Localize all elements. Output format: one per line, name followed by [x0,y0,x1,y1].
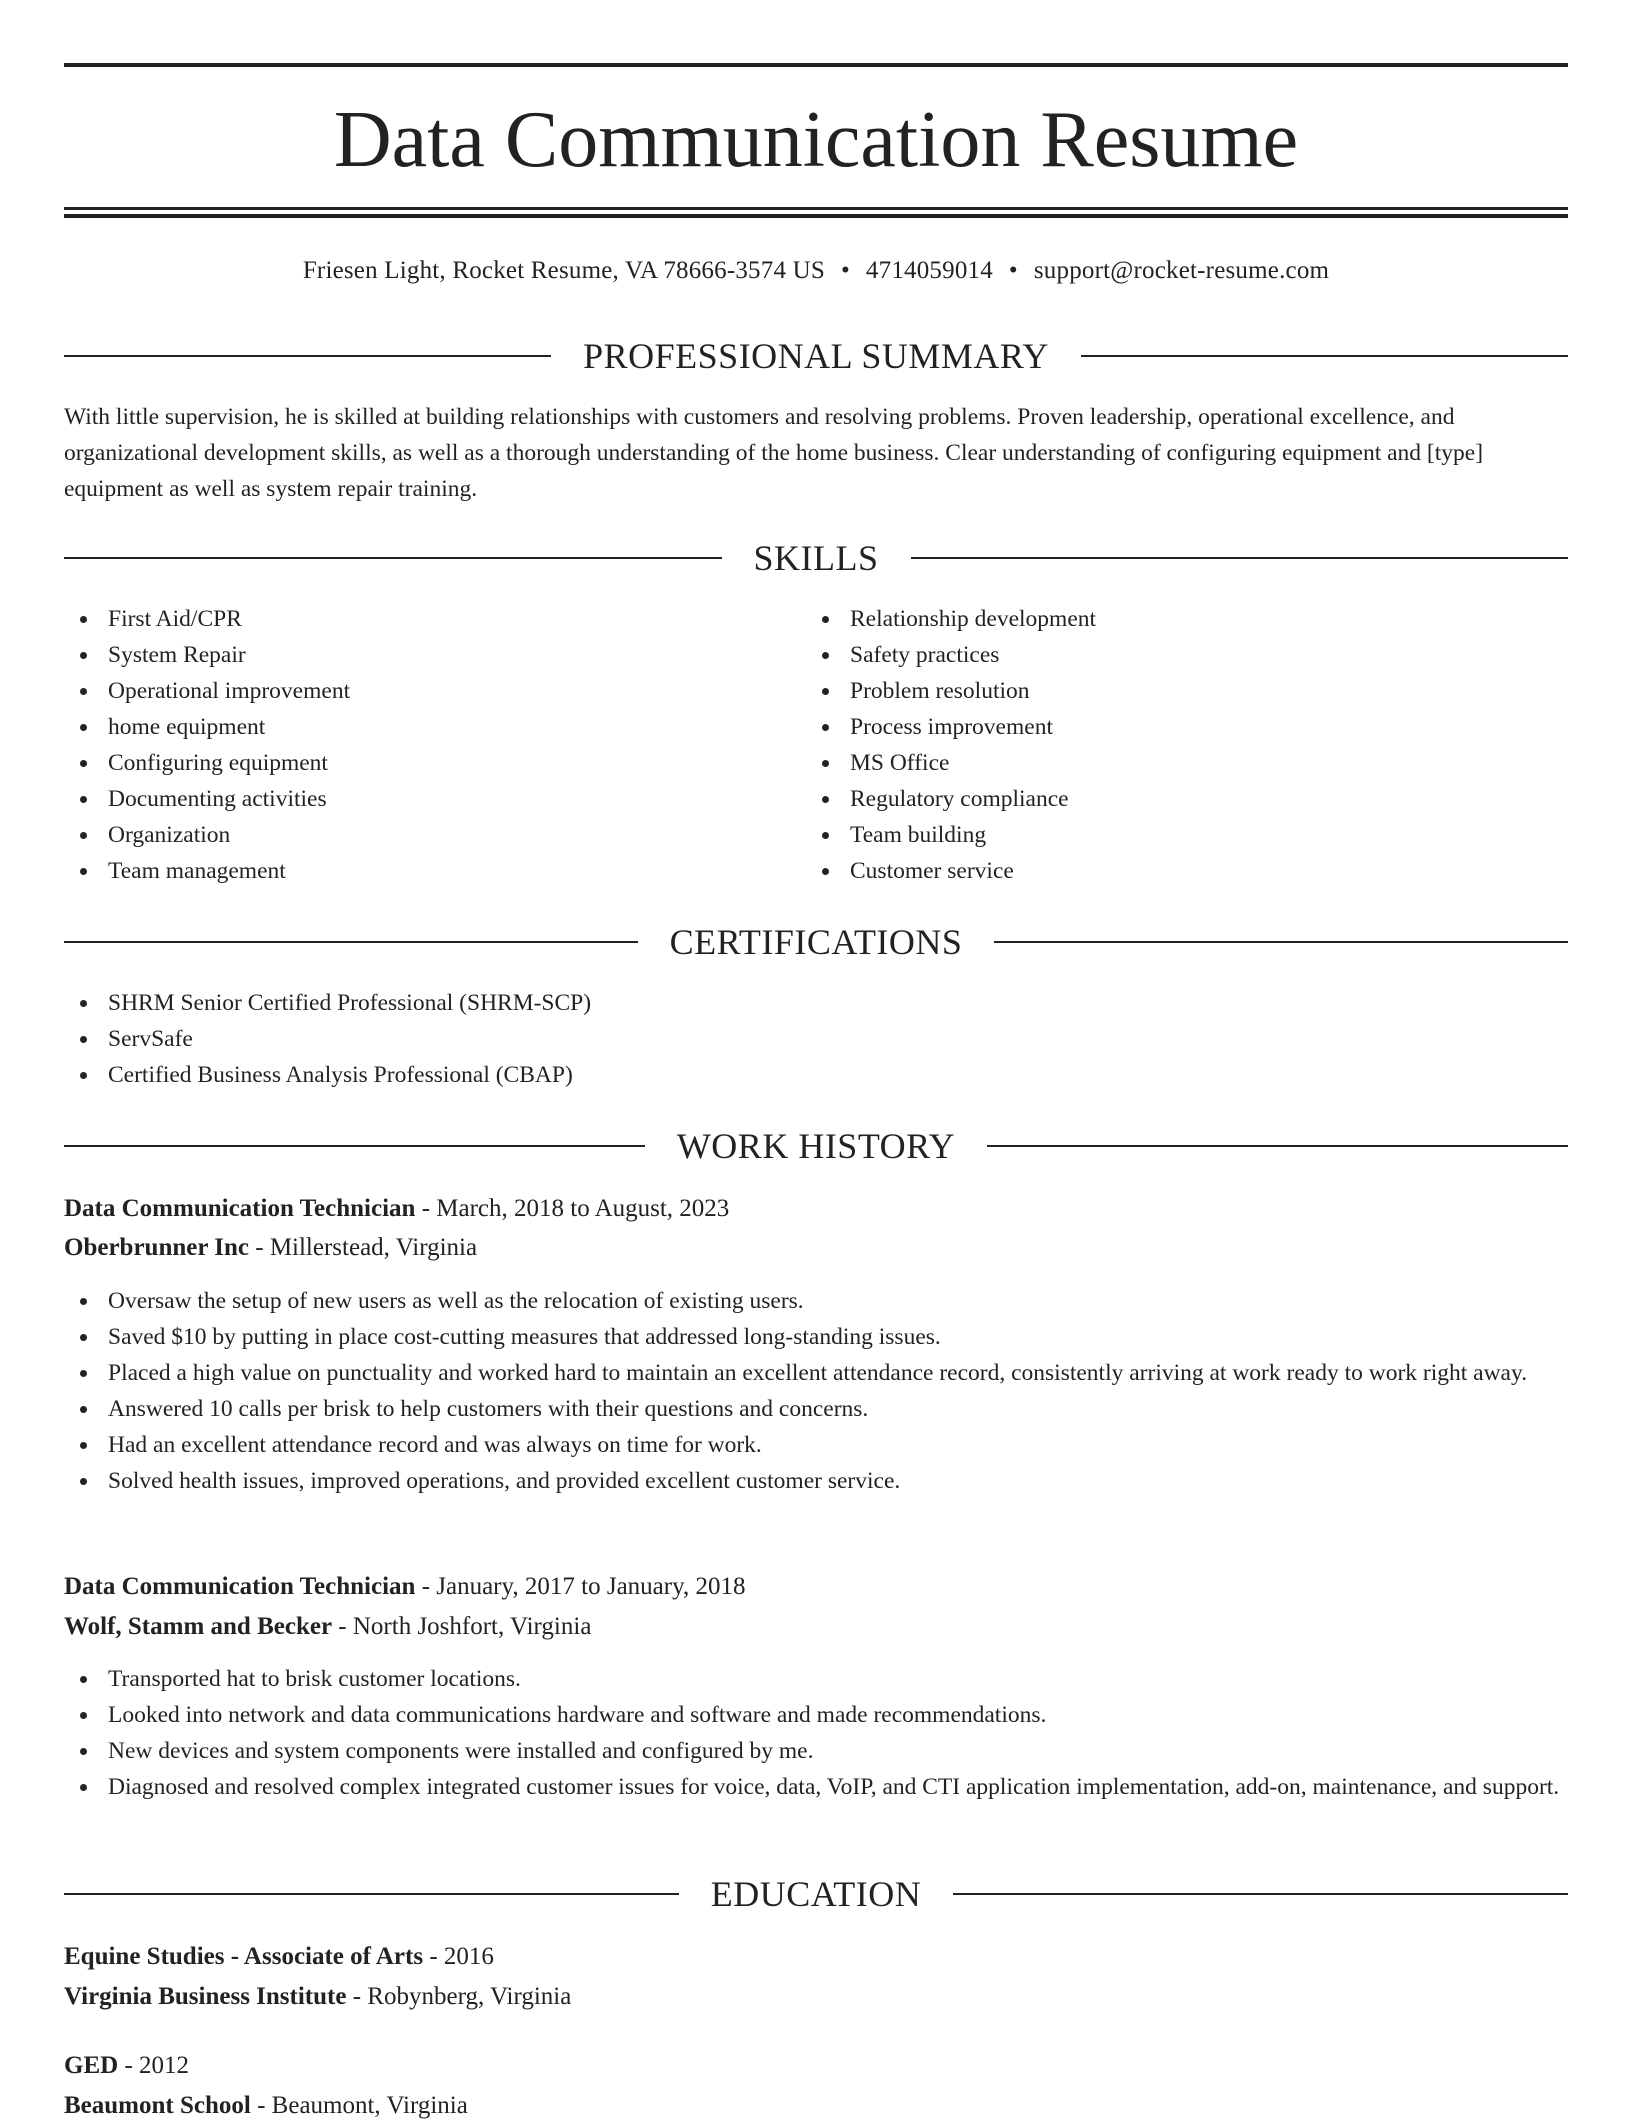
divider-line [64,355,551,357]
dash: - [423,1943,444,1970]
education-location: Robynberg, Virginia [367,1983,572,2010]
skill-item: home equipment [64,709,764,745]
divider-line [953,1893,1568,1895]
education-degree: Equine Studies - Associate of Arts [64,1943,424,1970]
education-degree-line [64,1938,1568,1976]
contact-address: Friesen Light, Rocket Resume, VA 78666-3574 US [302,257,825,284]
certifications-list [64,985,1568,1093]
job-bullet: Diagnosed and resolved complex integrated customer issues for voice, data, VoIP, and CTI application implementation, add-on, maintenance, and support. [64,1769,1568,1805]
certification-item: Certified Business Analysis Professional (CBAP) [64,1057,1568,1093]
dash: - [415,1573,437,1600]
contact-separator: • [1008,257,1018,284]
job-bullet: Looked into network and data communications hardware and software and made recommendations. [64,1697,1568,1733]
education-year: 2012 [139,2052,190,2079]
education-school: Beaumont School [64,2092,251,2119]
dash: - [250,2092,272,2119]
skill-item: Relationship development [806,601,1506,637]
job-dates: March, 2018 to August, 2023 [436,1195,730,1222]
dash: - [346,1983,368,2010]
job-bullet: New devices and system components were installed and configured by me. [64,1733,1568,1769]
skill-item: Configuring equipment [64,745,764,781]
education-location: Beaumont, Virginia [271,2092,468,2119]
section-title-skills: SKILLS [753,538,879,578]
section-header-summary [64,334,1568,378]
skill-item: Operational improvement [64,673,764,709]
dash: - [415,1195,437,1222]
education-degree: GED [64,2052,119,2079]
divider-line [1081,355,1568,357]
divider-line [994,941,1568,943]
job-bullets [64,1283,1568,1499]
skill-item: Customer service [806,853,1506,889]
education-school-line [64,2087,1568,2125]
job-bullet: Answered 10 calls per brisk to help customers with their questions and concerns. [64,1391,1568,1427]
resume-title: Data Communication Resume [333,96,1299,184]
section-title-summary: PROFESSIONAL SUMMARY [583,336,1049,376]
job-company: Wolf, Stamm and Becker [64,1613,333,1640]
section-header-work [64,1124,1568,1168]
divider-line [64,941,638,943]
contact-email: support@rocket-resume.com [1033,257,1330,284]
job-bullet: Saved $10 by putting in place cost-cutting measures that addressed long-standing issues. [64,1319,1568,1355]
job-company: Oberbrunner Inc [64,1234,249,1261]
divider-line [987,1145,1568,1147]
section-header-certifications [64,920,1568,964]
contact-phone: 4714059014 [865,257,993,284]
section-title-work: WORK HISTORY [676,1126,956,1166]
certification-item: SHRM Senior Certified Professional (SHRM-SCP) [64,985,1568,1021]
job-bullet: Oversaw the setup of new users as well as the relocation of existing users. [64,1283,1568,1319]
top-rule [64,63,1568,67]
job-title: Data Communication Technician [64,1195,416,1222]
dash: - [248,1234,270,1261]
divider-line [64,1145,645,1147]
job-location: Millerstead, Virginia [269,1234,478,1261]
skill-item: Team management [64,853,764,889]
job-title-line [64,1568,1568,1606]
divider-line [64,1893,679,1895]
job-title-line [64,1190,1568,1228]
skill-item: System Repair [64,637,764,673]
skills-list-right [806,601,1506,889]
skill-item: Problem resolution [806,673,1506,709]
job-bullet: Had an excellent attendance record and was always on time for work. [64,1427,1568,1463]
job-title: Data Communication Technician [64,1573,416,1600]
divider-line [64,557,722,559]
dash: - [118,2052,140,2079]
education-degree-line [64,2047,1568,2085]
job-bullets [64,1661,1568,1805]
job-bullet: Transported hat to brisk customer locations. [64,1661,1568,1697]
title-double-rule [64,207,1568,218]
certification-item: ServSafe [64,1021,1568,1057]
divider-line [911,557,1569,559]
skill-item: Process improvement [806,709,1506,745]
education-school-line [64,1978,1568,2016]
section-title-certifications: CERTIFICATIONS [669,922,963,962]
dash: - [332,1613,353,1640]
job-bullet: Solved health issues, improved operations, and provided excellent customer service. [64,1463,1568,1499]
job-company-line [64,1608,1568,1646]
skill-item: Regulatory compliance [806,781,1506,817]
section-header-education [64,1872,1568,1916]
skill-item: MS Office [806,745,1506,781]
contact-line [64,254,1568,288]
section-header-skills [64,536,1568,580]
job-location: North Joshfort, Virginia [352,1613,592,1640]
skill-item: Team building [806,817,1506,853]
contact-separator: • [840,257,850,284]
skill-item: First Aid/CPR [64,601,764,637]
section-title-education: EDUCATION [710,1874,922,1914]
education-school: Virginia Business Institute [64,1983,347,2010]
skill-item: Organization [64,817,764,853]
summary-text: With little supervision, he is skilled at building relationships with customers and resolving problems. Proven leadership, operational excellence, and organizational development skills, as well as a thorough understanding of the home business. Clear understanding of configuring equipment and [type] equipment as well as system repair training. [64,404,1484,502]
skill-item: Documenting activities [64,781,764,817]
skills-list-left [64,601,764,889]
job-dates: January, 2017 to January, 2018 [436,1573,746,1600]
skill-item: Safety practices [806,637,1506,673]
job-company-line [64,1229,1568,1267]
job-bullet: Placed a high value on punctuality and worked hard to maintain an excellent attendance record, consistently arriving at work ready to work right away. [64,1355,1568,1391]
education-year: 2016 [443,1943,494,1970]
